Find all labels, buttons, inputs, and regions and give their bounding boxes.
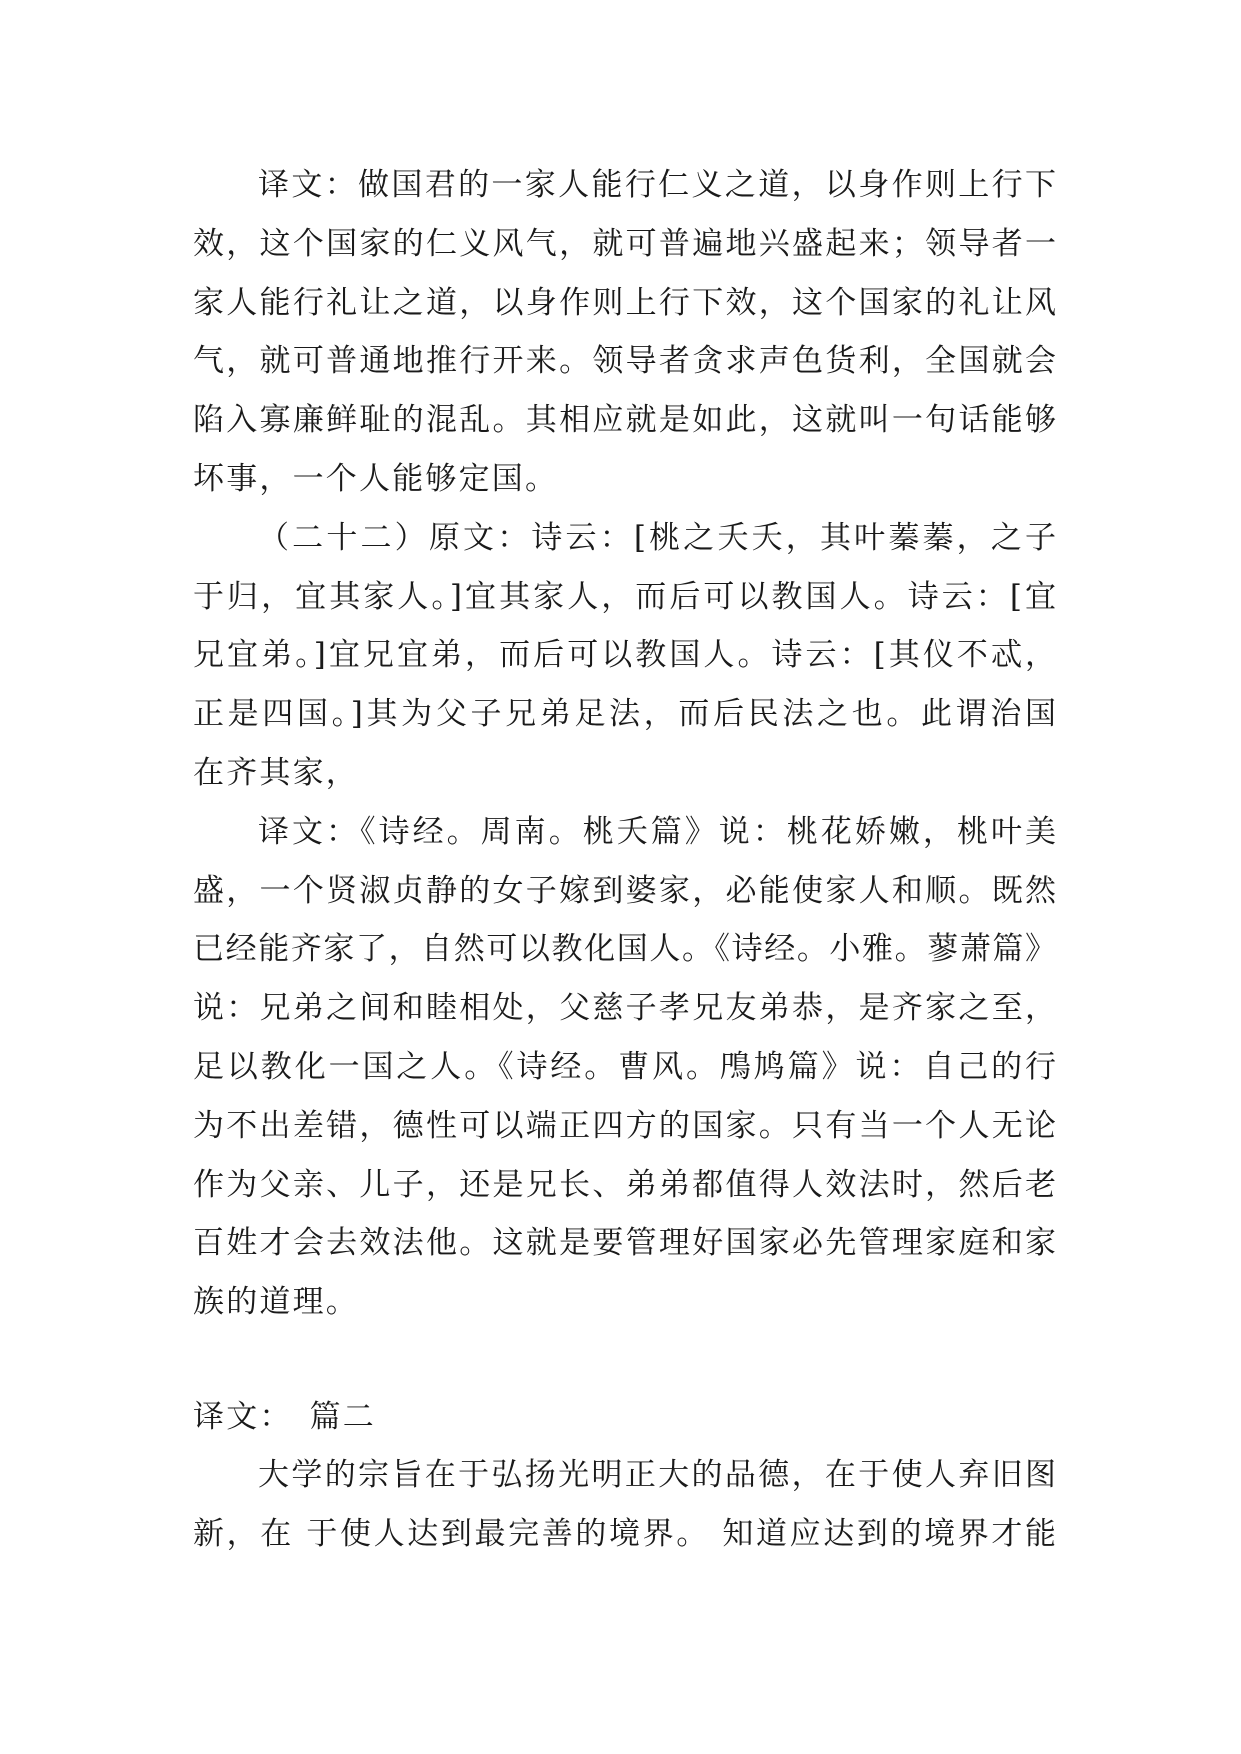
text-line: 大学的宗旨在于弘扬光明正大的品德，在于使人弃旧图 — [258, 1457, 1056, 1494]
text-line: 在齐其家， — [193, 754, 359, 791]
text-line: 兄宜弟。]宜兄宜弟，而后可以教国人。诗云：[其仪不忒， — [193, 637, 1056, 674]
text-line: 已经能齐家了，自然可以教化国人。《诗经。小雅。蓼萧篇》 — [193, 931, 1056, 968]
text-line: 于归，宜其家人。]宜其家人，而后可以教国人。诗云：[宜 — [193, 578, 1056, 615]
text-line: 盛，一个贤淑贞静的女子嫁到婆家，必能使家人和顺。既然 — [193, 872, 1056, 909]
text-line: 效，这个国家的仁义风气，就可普遍地兴盛起来；领导者一 — [193, 225, 1056, 262]
section-heading-label: 译文： — [193, 1398, 293, 1435]
document-page — [193, 156, 1056, 1564]
text-line: 族的道理。 — [193, 1284, 359, 1321]
text-line: （二十二）原文：诗云：[桃之夭夭，其叶蓁蓁，之子 — [258, 519, 1056, 556]
paragraph-section-2 — [193, 1446, 1056, 1564]
text-line: 译文：《诗经。周南。桃夭篇》说：桃花娇嫩，桃叶美 — [258, 813, 1056, 850]
text-line: 百姓才会去效法他。这就是要管理好国家必先管理家庭和家 — [193, 1225, 1056, 1262]
text-line: 作为父亲、儿子，还是兄长、弟弟都值得人效法时，然后老 — [193, 1166, 1056, 1203]
paragraph-translation-1 — [193, 156, 1056, 509]
text-line: 说：兄弟之间和睦相处，父慈子孝兄友弟恭，是齐家之至， — [193, 990, 1056, 1027]
text-line: 为不出差错，德性可以端正四方的国家。只有当一个人无论 — [193, 1107, 1056, 1144]
text-line: 家人能行礼让之道，以身作则上行下效，这个国家的礼让风 — [193, 284, 1056, 321]
paragraph-translation-2 — [193, 803, 1056, 1332]
text-line: 正是四国。]其为父子兄弟足法，而后民法之也。此谓治国 — [193, 696, 1056, 733]
section-heading — [193, 1388, 1056, 1447]
text-line: 足以教化一国之人。《诗经。曹风。鳲鸠篇》说：自己的行 — [193, 1048, 1056, 1085]
section-heading-title: 篇二 — [309, 1398, 377, 1435]
text-line: 新，在 于使人达到最完善的境界。 知道应达到的境界才能 — [193, 1516, 1056, 1553]
text-line: 气，就可普通地推行开来。领导者贪求声色货利，全国就会 — [193, 343, 1056, 380]
text-line: 坏事，一个人能够定国。 — [193, 460, 559, 497]
text-line: 陷入寡廉鲜耻的混乱。其相应就是如此，这就叫一句话能够 — [193, 402, 1056, 439]
text-line: 译文：做国君的一家人能行仁义之道，以身作则上行下 — [258, 167, 1056, 203]
paragraph-original-22 — [193, 509, 1056, 803]
